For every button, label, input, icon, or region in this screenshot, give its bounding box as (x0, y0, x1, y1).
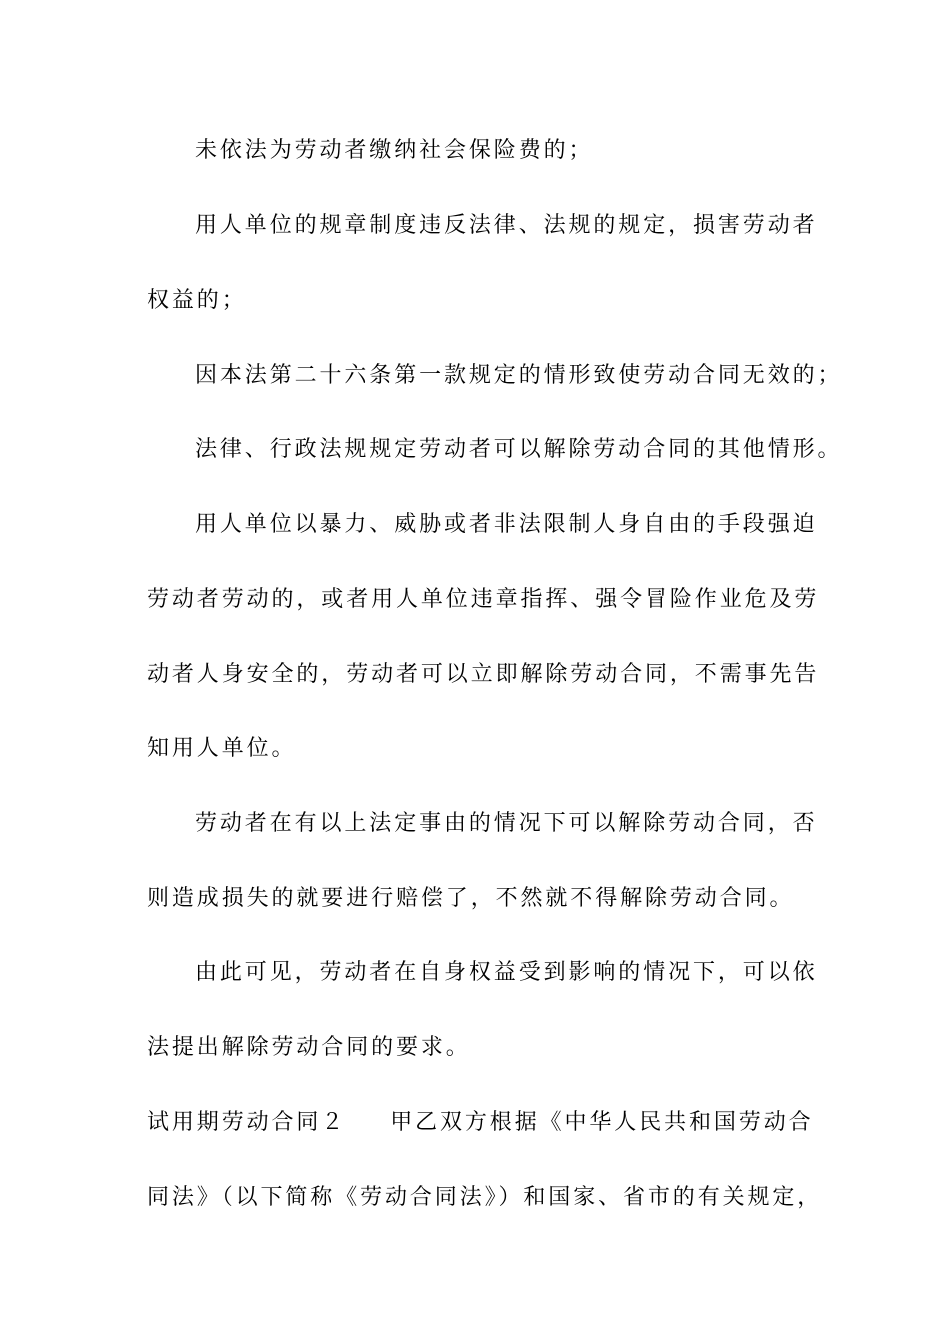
paragraph-line: 劳动者在有以上法定事由的情况下可以解除劳动合同，否 (195, 811, 818, 836)
paragraph-line: 法律、行政法规规定劳动者可以解除劳动合同的其他情形。 (195, 437, 843, 462)
paragraph-line: 法提出解除劳动合同的要求。 (147, 1035, 471, 1060)
paragraph-line: 因本法第二十六条第一款规定的情形致使劳动合同无效的； (195, 363, 843, 388)
paragraph-line: 动者人身安全的，劳动者可以立即解除劳动合同，不需事先告 (147, 662, 820, 687)
section-heading-line (147, 1108, 817, 1138)
paragraph-line: 用人单位以暴力、威胁或者非法限制人身自由的手段强迫 (195, 512, 818, 537)
paragraph-line: 用人单位的规章制度违反法律、法规的规定，损害劳动者 (195, 213, 818, 238)
paragraph-line: 由此可见，劳动者在自身权益受到影响的情况下，可以依 (195, 960, 818, 985)
paragraph-line: 劳动者劳动的，或者用人单位违章指挥、强令冒险作业危及劳 (147, 587, 820, 612)
paragraph-line: 知用人单位。 (147, 736, 297, 761)
section-text: 甲乙双方根据《中华人民共和国劳动合 (390, 1110, 814, 1135)
section-heading: 试用期劳动合同２ (147, 1110, 347, 1135)
paragraph-line: 同法》（以下简称《劳动合同法》）和国家、省市的有关规定， (147, 1185, 823, 1210)
paragraph-line: 未依法为劳动者缴纳社会保险费的； (195, 138, 594, 163)
paragraph-line: 权益的； (147, 288, 247, 313)
paragraph-line: 则造成损失的就要进行赔偿了，不然就不得解除劳动合同。 (147, 886, 795, 911)
